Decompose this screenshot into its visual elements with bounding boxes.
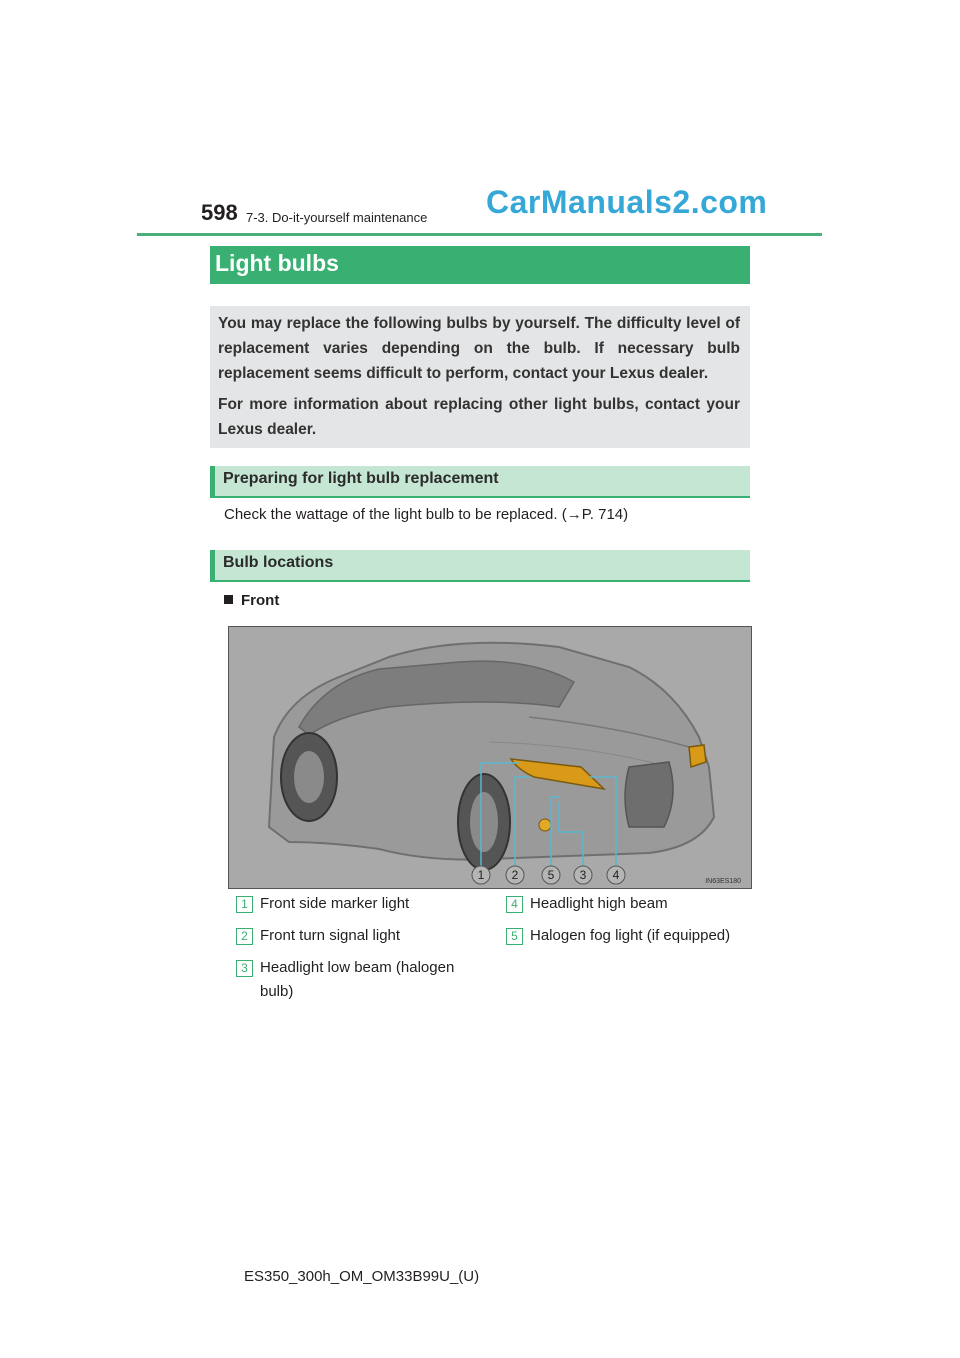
locations-heading: Bulb locations bbox=[223, 554, 334, 571]
footer-code: ES350_300h_OM_OM33B99U_(U) bbox=[244, 1268, 480, 1285]
section-label: 7-3. Do-it-yourself maintenance bbox=[246, 210, 428, 225]
front-subheading bbox=[224, 592, 279, 609]
front-label: Front bbox=[241, 592, 280, 609]
legend-text: Headlight low beam (halogen bulb) bbox=[260, 959, 455, 1000]
preparing-text: Check the wattage of the light bulb to be replaced. (→P. 714) bbox=[224, 506, 629, 523]
car-illustration bbox=[229, 627, 751, 888]
callout-2: 2 bbox=[511, 868, 519, 882]
callout-3: 3 bbox=[579, 868, 587, 882]
callout-5: 5 bbox=[547, 868, 555, 882]
watermark: CarManuals2.com bbox=[486, 184, 768, 220]
legend-number: 3 bbox=[236, 960, 253, 977]
legend-number: 1 bbox=[236, 896, 253, 913]
preparing-heading-bar bbox=[210, 466, 750, 496]
preparing-heading: Preparing for light bulb replacement bbox=[223, 470, 499, 487]
legend-text: Front side marker light bbox=[260, 895, 410, 912]
bullet-square-icon bbox=[224, 595, 233, 604]
figure-code: IN63ES180 bbox=[705, 878, 741, 885]
legend-text: Headlight high beam bbox=[530, 895, 668, 912]
legend-text: Halogen fog light (if equipped) bbox=[530, 927, 731, 944]
header-rule bbox=[137, 233, 822, 236]
car-figure bbox=[228, 626, 752, 889]
legend-number: 5 bbox=[506, 928, 523, 945]
callout-1: 1 bbox=[477, 868, 485, 882]
page-title: Light bulbs bbox=[215, 250, 339, 276]
legend-number: 2 bbox=[236, 928, 253, 945]
intro-paragraph-2: For more information about replacing other light bulbs, contact your Lexus dealer. bbox=[218, 396, 740, 438]
legend-number: 4 bbox=[506, 896, 523, 913]
title-bar bbox=[210, 246, 750, 284]
intro-paragraph-1: You may replace the following bulbs by yourself. The difficulty level of replacement varies depending on the bulb. If necessary bulb replacement seems difficult to perform, contact your Lexus dealer. bbox=[218, 315, 740, 382]
legend-text: Front turn signal light bbox=[260, 927, 401, 944]
callout-4: 4 bbox=[612, 868, 620, 882]
intro-box bbox=[210, 306, 750, 448]
locations-heading-bar bbox=[210, 550, 750, 580]
page-number: 598 bbox=[201, 200, 238, 225]
